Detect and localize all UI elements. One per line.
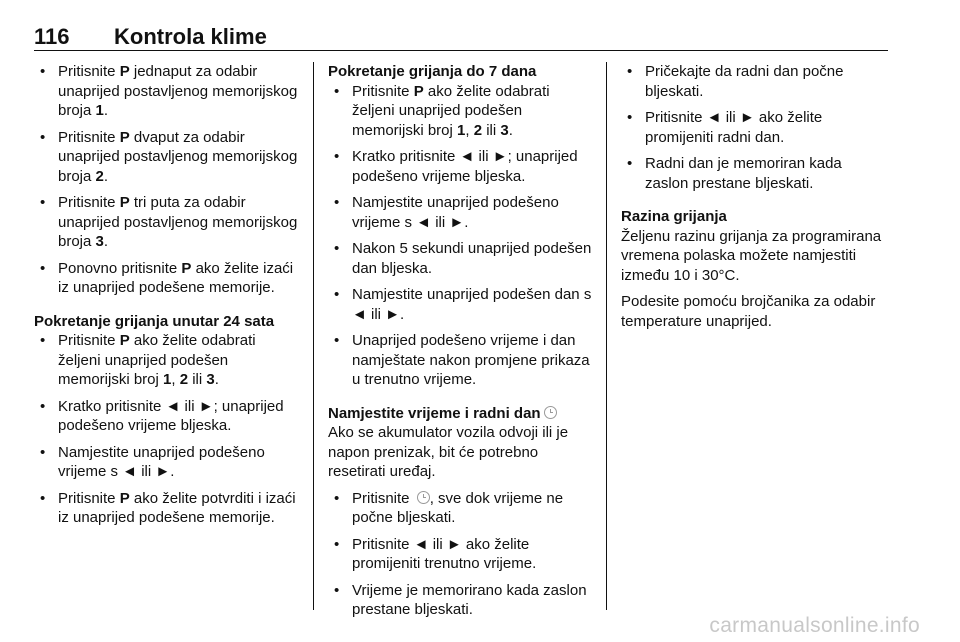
column-1 bbox=[34, 62, 298, 535]
list-item-text: Nakon 5 sekundi unaprijed podešen dan bljeska. bbox=[352, 240, 592, 277]
list-item bbox=[34, 397, 298, 436]
list-item-text: Kratko pritisnite ◄ ili ►; unaprijed podešeno vrijeme bljeska. bbox=[352, 148, 578, 185]
list-item-text: Pričekajte da radni dan počne bljeskati. bbox=[645, 63, 844, 100]
list-item-text: ili bbox=[188, 371, 207, 388]
list-item-text: . bbox=[103, 167, 109, 185]
list-item-text: , sve dok vrijeme ne počne bljeskati. bbox=[352, 489, 564, 526]
column-divider bbox=[313, 62, 314, 610]
weekday-list bbox=[621, 62, 887, 193]
preset-select-list bbox=[34, 62, 298, 298]
list-item bbox=[328, 285, 594, 324]
heating-24h-list bbox=[34, 331, 298, 528]
list-item bbox=[34, 489, 298, 528]
list-item-emphasis: P bbox=[119, 63, 130, 80]
list-item-text: ako želite odabrati željeni unaprijed podešen memorijski broj bbox=[58, 332, 256, 388]
list-item-emphasis: 3 bbox=[500, 121, 509, 139]
list-item-text: Radni dan je memoriran kada zaslon prestane bljeskati. bbox=[645, 155, 842, 192]
list-item bbox=[34, 443, 298, 482]
list-item-text: , bbox=[171, 371, 180, 388]
list-item-text: Pritisnite ◄ ili ► ako želite promijeniti trenutno vrijeme. bbox=[352, 535, 537, 572]
list-item-text: Vrijeme je memorirano kada zaslon prestane bljeskati. bbox=[352, 581, 587, 618]
list-item-emphasis: P bbox=[413, 82, 424, 100]
list-item bbox=[328, 82, 594, 141]
list-item-text: dvaput za odabir unaprijed postavljenog memorijskog broja bbox=[58, 128, 298, 185]
list-item bbox=[621, 62, 887, 101]
list-item bbox=[34, 259, 298, 298]
list-item-text: ako želite odabrati željeni unaprijed podešen memorijski broj bbox=[352, 82, 550, 139]
list-item bbox=[328, 193, 594, 232]
list-item-text: Pritisnite bbox=[58, 194, 120, 211]
heating-level-paragraph: Željenu razinu grijanja za programirana vremena polaska možete namjestiti između 10 i 30°C. bbox=[621, 227, 882, 284]
list-item-text: ili bbox=[482, 121, 501, 139]
watermark: carmanualsonline.info bbox=[709, 614, 920, 637]
section-heading-time-day-text: Namjestite vrijeme i radni dan bbox=[328, 404, 541, 422]
column-divider bbox=[606, 62, 607, 610]
list-item-text: Pritisnite bbox=[58, 489, 120, 507]
list-item-emphasis: P bbox=[119, 332, 130, 349]
clock-icon bbox=[417, 491, 430, 504]
list-item bbox=[328, 581, 594, 620]
list-item-text: Pritisnite bbox=[352, 489, 414, 507]
list-item-text: . bbox=[103, 102, 109, 119]
list-item-text: Namjestite unaprijed podešeno vrijeme s ◄ ili ►. bbox=[58, 443, 265, 480]
list-item bbox=[328, 239, 594, 278]
list-item-text: Namjestite unaprijed podešeno vrijeme s ◄ ili ►. bbox=[352, 194, 559, 231]
section-heading-heating-level: Razina grijanja bbox=[621, 208, 727, 225]
list-item bbox=[328, 147, 594, 186]
list-item-text: tri puta za odabir unaprijed postavljenog memorijskog broja bbox=[58, 194, 298, 250]
temperature-dial-paragraph: Podesite pomoću brojčanika za odabir temperature unaprijed. bbox=[621, 293, 876, 330]
list-item bbox=[34, 62, 298, 121]
page-header bbox=[34, 18, 888, 51]
list-item-text: Pritisnite ◄ ili ► ako želite promijeniti radni dan. bbox=[645, 109, 823, 146]
list-item-text: , bbox=[465, 121, 474, 139]
section-heading-7day: Pokretanje grijanja do 7 dana bbox=[328, 63, 537, 80]
clock-icon bbox=[544, 406, 557, 419]
list-item-emphasis: 3 bbox=[206, 371, 215, 388]
heating-7day-list bbox=[328, 82, 594, 390]
list-item-text: Pritisnite bbox=[58, 332, 120, 349]
column-3 bbox=[621, 62, 887, 338]
list-item-text: Pritisnite bbox=[58, 63, 120, 80]
list-item-text: Unaprijed podešeno vrijeme i dan namještate nakon promjene prikaza u trenutno vrijeme. bbox=[352, 332, 590, 388]
list-item-emphasis: 1 bbox=[163, 371, 172, 388]
list-item-text: jednaput za odabir unaprijed postavljenog memorijskog broja bbox=[58, 63, 298, 119]
list-item-text: ako želite potvrditi i izaći iz unaprijed podešene memorije. bbox=[58, 489, 296, 526]
list-item-text: . bbox=[214, 371, 219, 388]
page-number: 116 bbox=[34, 24, 70, 49]
list-item bbox=[621, 154, 887, 193]
column-2 bbox=[328, 62, 594, 627]
list-item-text: Pritisnite bbox=[58, 128, 120, 146]
section-heading-time-day bbox=[328, 404, 594, 424]
list-item-emphasis: 1 bbox=[457, 121, 466, 139]
list-item bbox=[34, 331, 298, 390]
list-item-emphasis: P bbox=[119, 489, 130, 507]
list-item-text: Namjestite unaprijed podešen dan s ◄ ili ►. bbox=[352, 286, 592, 323]
list-item-emphasis: P bbox=[119, 128, 130, 146]
list-item-emphasis: P bbox=[181, 259, 192, 277]
list-item-text: Pritisnite bbox=[352, 82, 414, 100]
list-item-emphasis: 1 bbox=[95, 102, 104, 119]
section-heading-24h: Pokretanje grijanja unutar 24 sata bbox=[34, 312, 275, 330]
list-item-emphasis: 3 bbox=[95, 233, 104, 250]
list-item-text: ako želite izaći iz unaprijed podešene memorije. bbox=[58, 259, 294, 296]
list-item-text: . bbox=[103, 233, 109, 250]
list-item-text: Ponovno pritisnite bbox=[58, 259, 182, 277]
list-item-emphasis: 2 bbox=[179, 371, 189, 388]
page-title: Kontrola klime bbox=[114, 24, 267, 49]
time-day-list bbox=[328, 489, 594, 528]
list-item bbox=[34, 193, 298, 252]
list-item bbox=[328, 535, 594, 574]
list-item-emphasis: P bbox=[119, 194, 130, 211]
list-item-emphasis: 2 bbox=[95, 167, 104, 185]
list-item-text: Kratko pritisnite ◄ ili ►; unaprijed podešeno vrijeme bljeska. bbox=[58, 397, 284, 434]
list-item bbox=[328, 489, 594, 528]
time-day-list-continued bbox=[328, 535, 594, 620]
list-item bbox=[328, 331, 594, 390]
list-item-emphasis: 2 bbox=[473, 121, 483, 139]
list-item bbox=[34, 128, 298, 187]
list-item-text: . bbox=[508, 121, 513, 139]
list-item bbox=[621, 108, 887, 147]
reset-paragraph: Ako se akumulator vozila odvoji ili je napon prenizak, bit će potrebno resetirati uređaj. bbox=[328, 424, 569, 480]
